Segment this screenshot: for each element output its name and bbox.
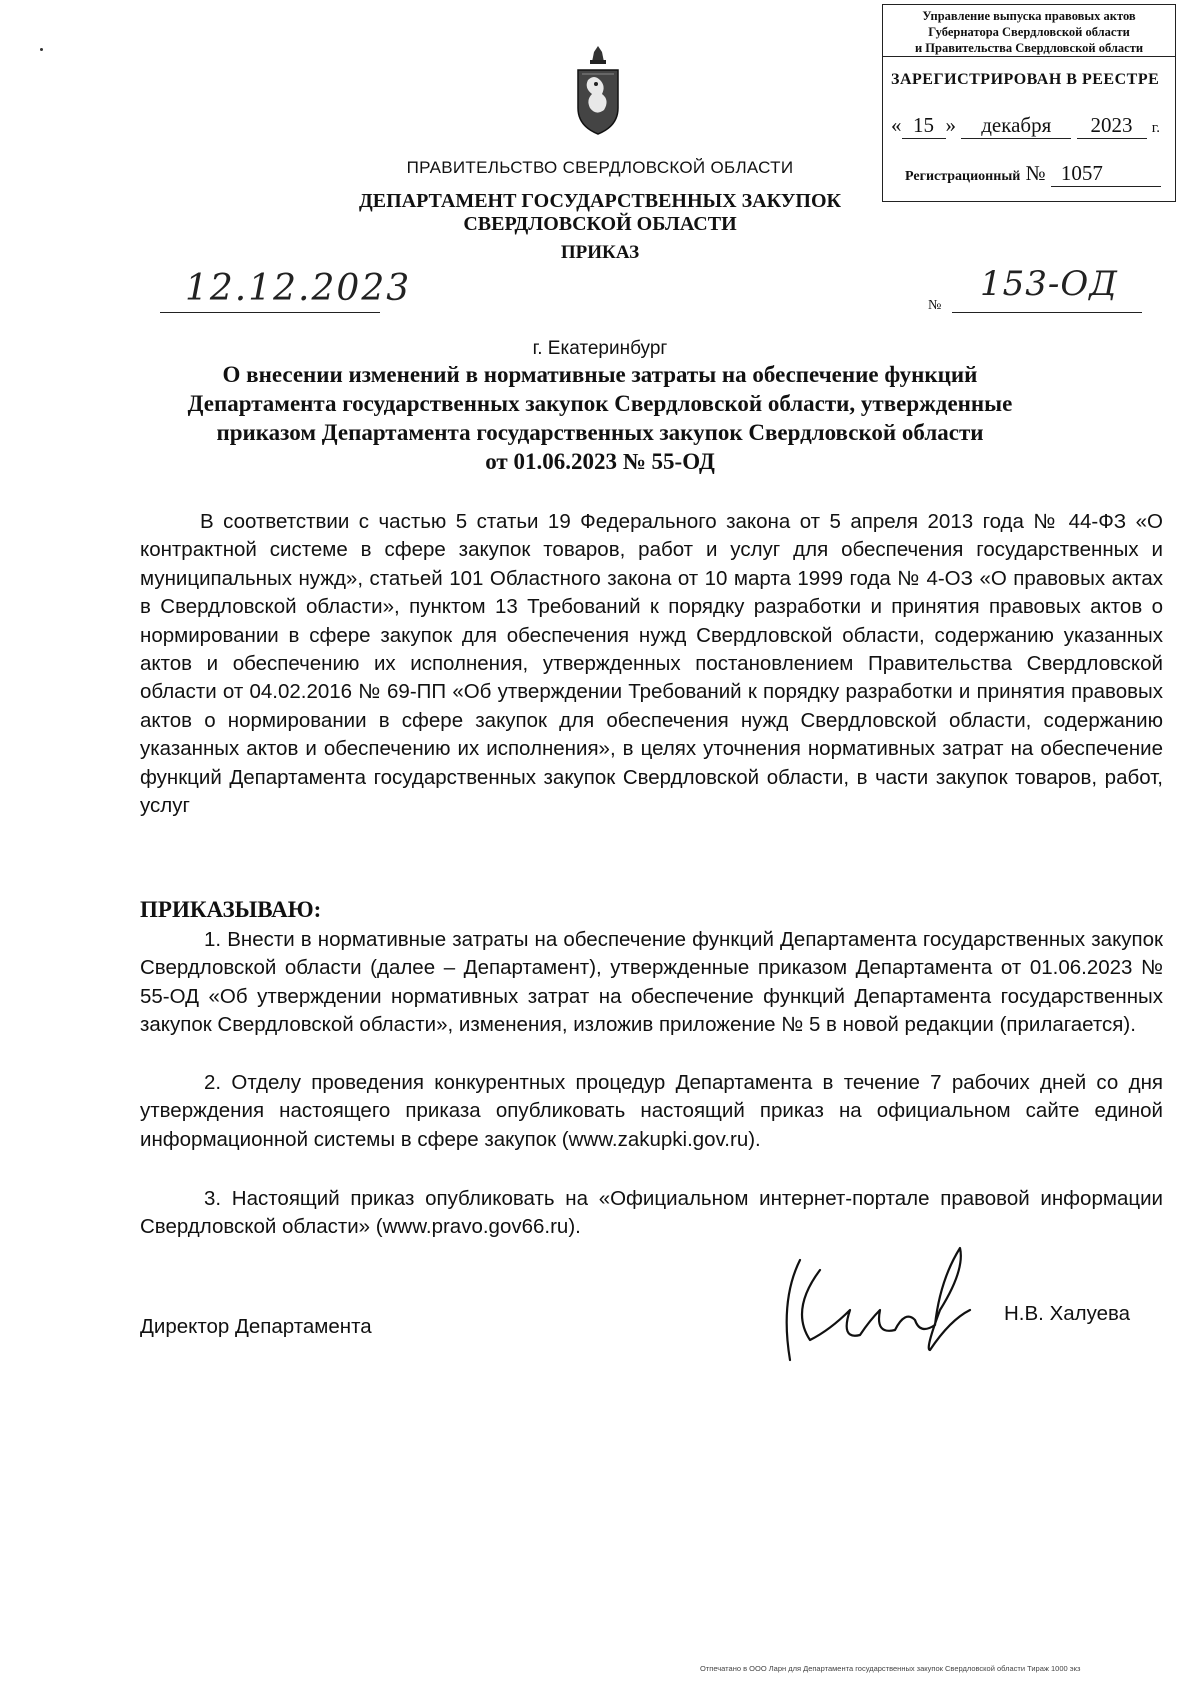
title-line: приказом Департамента государственных закупок Свердловской области	[216, 420, 984, 445]
department-name	[300, 190, 900, 236]
stamp-header-line: Управление выпуска правовых актов	[922, 9, 1136, 23]
date-underline	[160, 312, 380, 313]
handwritten-signature	[770, 1240, 1000, 1370]
number-label: №	[928, 298, 942, 313]
stamp-month: декабря	[961, 113, 1071, 139]
stamp-reg-number-row	[905, 161, 1161, 187]
handwritten-number: 153-ОД	[980, 264, 1118, 304]
registry-stamp	[882, 4, 1176, 202]
order-item-1: 1. Внести в нормативные затраты на обеспечение функций Департамента государственных закупок Свердловской области (далее – Департамент), утвержденные приказом Департамента от 01.06.2023 № 55-ОД «Об утверждении нормативных затрат на обеспечение функций Департамента государственных закупок Свердловской области», изменения, изложив приложение № 5 в новой редакции (прилагается).	[140, 928, 1163, 1037]
stamp-registered-label: ЗАРЕГИСТРИРОВАН В РЕЕСТРЕ	[891, 71, 1160, 88]
coat-of-arms-emblem	[574, 44, 622, 136]
title-line: Департамента государственных закупок Свердловской области, утвержденные	[187, 391, 1013, 416]
stamp-day: 15	[902, 113, 946, 139]
printer-footer: Отпечатано в ООО Ларн для Департамента государственных закупок Свердловской области Тираж 1000 экз	[700, 1664, 1081, 1673]
stamp-open-quote: «	[891, 113, 902, 137]
government-name: ПРАВИТЕЛЬСТВО СВЕРДЛОВСКОЙ ОБЛАСТИ	[406, 158, 794, 177]
stamp-date	[891, 113, 1171, 139]
scan-speck	[40, 48, 43, 51]
crown-shape	[592, 46, 604, 62]
stamp-header	[883, 5, 1175, 57]
stamp-header-line: и Правительства Свердловской области	[914, 41, 1144, 55]
stamp-header-line: Губернатора Свердловской области	[928, 25, 1130, 39]
signatory-position: Директор Департамента	[140, 1315, 372, 1338]
document-title	[140, 360, 1060, 476]
stamp-num-sign: №	[1025, 161, 1046, 185]
city: г. Екатеринбург	[532, 338, 668, 359]
order-item-2: 2. Отделу проведения конкурентных процедур Департамента в течение 7 рабочих дней со дня утверждения настоящего приказа опубликовать настоящий приказ на официальном сайте единой информационной системы в сфере закупок (www.zakupki.gov.ru).	[140, 1071, 1163, 1151]
document-type: ПРИКАЗ	[560, 242, 640, 263]
stamp-reg-label: Регистрационный	[905, 169, 1021, 184]
preamble-paragraph: В соответствии с частью 5 статьи 19 Федерального закона от 5 апреля 2013 года № 44-ФЗ «О контрактной системе в сфере закупок товаров, работ и услуг для обеспечения государственных и муниципальных нужд», статьей 101 Областного закона от 10 марта 1999 года № 4-ОЗ «О правовых актах в Свердловской области», пунктом 13 Требований к порядку разработки и принятия правовых актов о нормировании в сфере закупок для обеспечения нужд Свердловской области, содержанию указанных актов и обеспечению их исполнения, утвержденных постановлением Правительства Свердловской области от 04.02.2016 № 69-ПП «Об утверждении Требований к порядку разработки и принятия правовых актов о нормировании в сфере закупок для обеспечения нужд Свердловской области, содержанию указанных актов и обеспечению их исполнения», в целях уточнения нормативных затрат на обеспечение функций Департамента государственных закупок Свердловской области, в части закупок товаров, работ, услуг	[140, 510, 1163, 818]
stamp-reg-number: 1057	[1051, 161, 1161, 187]
ordered-heading: ПРИКАЗЫВАЮ:	[140, 897, 322, 922]
signatory-name: Н.В. Халуева	[1004, 1302, 1131, 1325]
stamp-year: 2023	[1077, 113, 1147, 139]
department-line: СВЕРДЛОВСКОЙ ОБЛАСТИ	[463, 213, 737, 235]
stamp-year-suffix: г.	[1151, 120, 1160, 136]
stamp-close-quote: »	[945, 113, 956, 137]
order-item-3: 3. Настоящий приказ опубликовать на «Официальном интернет-портале правовой информации Свердловской области» (www.pravo.gov66.ru).	[140, 1187, 1163, 1239]
department-line: ДЕПАРТАМЕНТ ГОСУДАРСТВЕННЫХ ЗАКУПОК	[358, 190, 842, 212]
handwritten-date: 12.12.2023	[185, 268, 412, 309]
number-underline	[952, 312, 1142, 313]
title-line: О внесении изменений в нормативные затраты на обеспечение функций	[222, 362, 978, 387]
title-line: от 01.06.2023 № 55-ОД	[485, 449, 715, 474]
